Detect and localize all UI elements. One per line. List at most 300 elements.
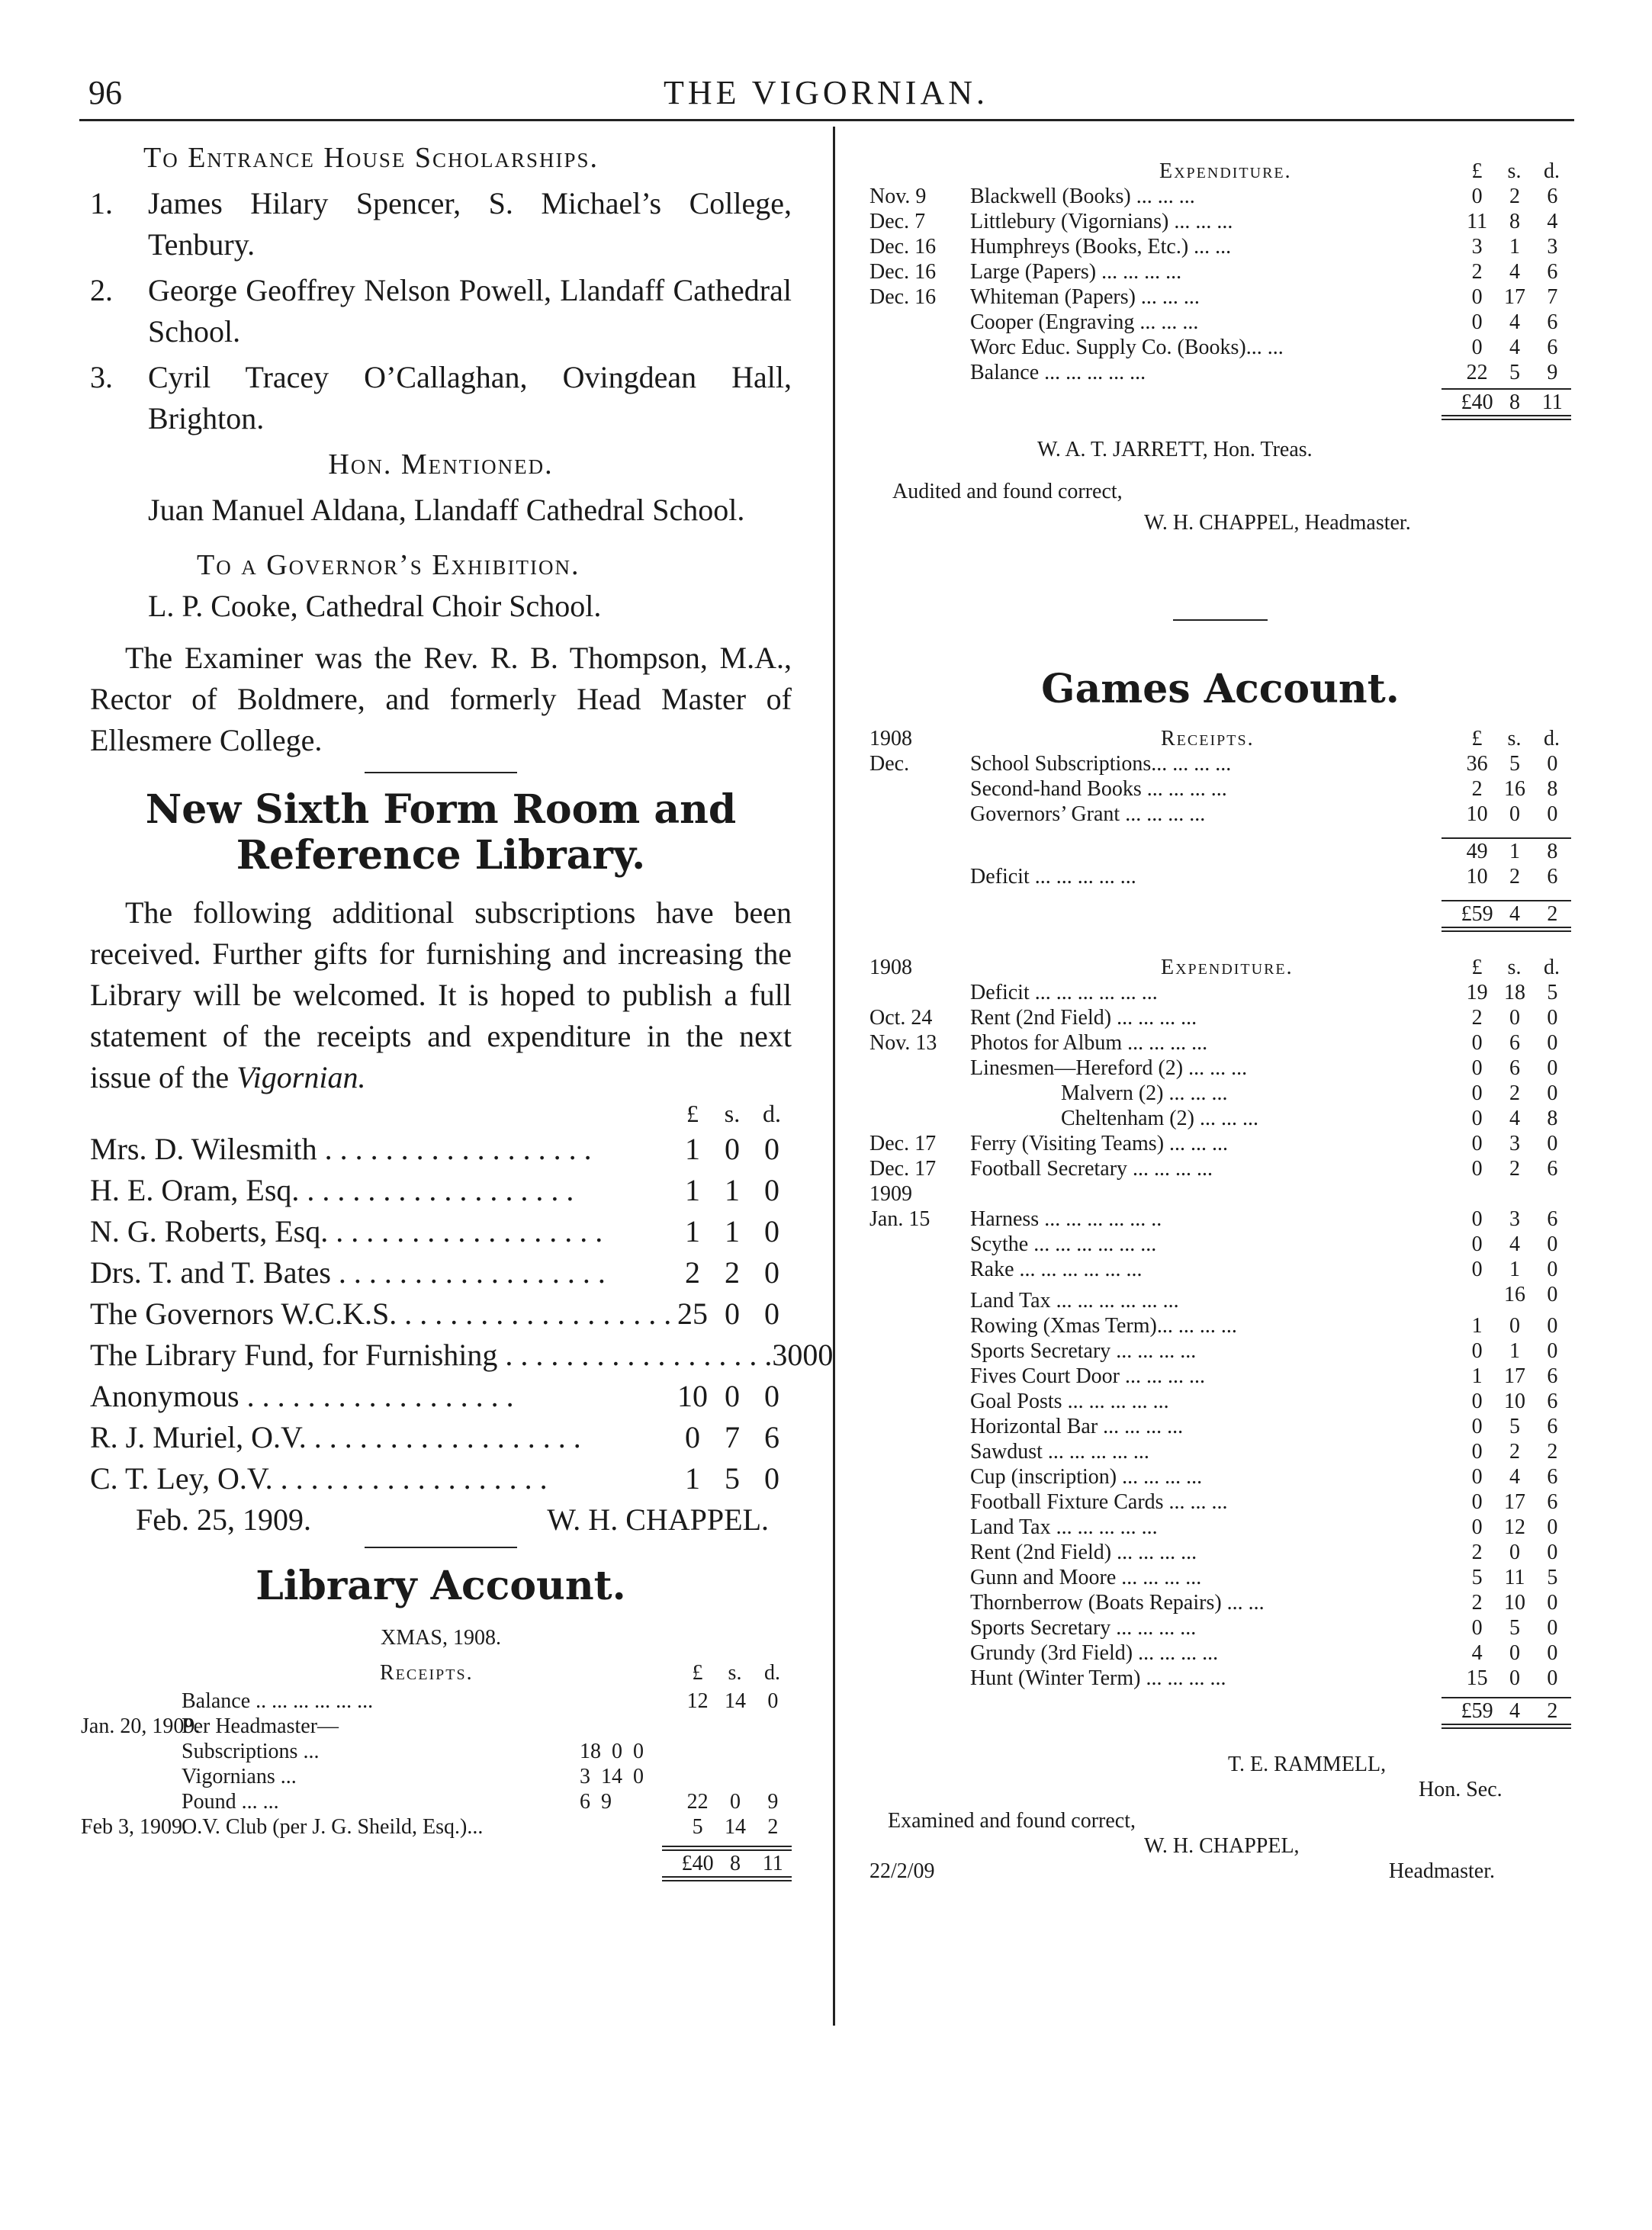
entry-description: Rent (2nd Field) ... ... ... ...: [970, 1006, 1197, 1030]
entry-description: Football Secretary ... ... ... ...: [970, 1157, 1213, 1181]
amount-d: 6: [1547, 1415, 1558, 1438]
lsd-header: [1458, 159, 1571, 184]
account-row: [869, 259, 1571, 284]
subscription-row: [90, 1170, 792, 1211]
account-row: [869, 1464, 1571, 1489]
entry-amount: [1458, 1389, 1571, 1414]
amount-l: 10: [677, 1379, 708, 1413]
library-subtitle: XMAS, 1908.: [381, 1626, 501, 1650]
account-row: [869, 1030, 1571, 1056]
amount-d: 0: [1547, 1591, 1558, 1615]
header-rule: [79, 119, 1574, 121]
entry-date: Dec. 16: [869, 285, 937, 309]
entry-subamount: 3 14 0: [580, 1765, 644, 1788]
account-row: [869, 1414, 1571, 1439]
entry-description: Harness ... ... ... ... ... ..: [970, 1207, 1162, 1231]
amount-l: 0: [1471, 1390, 1483, 1413]
hon-text: Juan Manuel Aldana, Llandaff Cathedral School.: [148, 493, 745, 527]
amount-d: 0: [1547, 1081, 1558, 1105]
subscriptions-list: [90, 1129, 834, 1499]
account-row: [869, 1540, 1571, 1565]
entry-description: Cheltenham (2) ... ... ...: [970, 1107, 1258, 1130]
library-receipts: [81, 1689, 792, 1840]
amount-d: 0: [764, 1173, 779, 1207]
games-receipts-heading: Receipts.: [1161, 727, 1255, 750]
entry-description: Cup (inscription) ... ... ... ...: [970, 1465, 1203, 1489]
entry-amount: [679, 1789, 792, 1814]
account-row: [869, 284, 1571, 310]
games-exp-heading-row: [869, 955, 1571, 980]
scholar-number: 1.: [90, 186, 113, 220]
amount-l: 36: [1466, 752, 1488, 776]
amount-s: 2: [1509, 1157, 1520, 1181]
lsd-label: £: [686, 1100, 699, 1127]
account-row: [869, 209, 1571, 234]
entry-date: Jan. 15: [869, 1207, 930, 1231]
amount-s: 16: [1503, 1283, 1525, 1306]
account-row: [869, 1131, 1571, 1156]
entry-description: Gunn and Moore ... ... ... ...: [970, 1566, 1202, 1589]
entry-amount: [1458, 1156, 1571, 1181]
entry-description: Grundy (3rd Field) ... ... ... ...: [970, 1641, 1219, 1665]
entry-description: Balance .. ... ... ... ... ...: [182, 1689, 374, 1713]
entry-amount: [1458, 1666, 1571, 1691]
account-row: [869, 335, 1571, 360]
amount-l: 0: [1471, 310, 1483, 334]
final-row: [869, 1859, 1571, 1884]
amount-d: 6: [1547, 260, 1558, 284]
amount-l: 1: [685, 1214, 700, 1248]
amount-l: 0: [1471, 185, 1483, 208]
entry-description: Ferry (Visiting Teams) ... ... ...: [970, 1132, 1229, 1155]
amount-d: 0: [1547, 1314, 1558, 1338]
amount-l: £40: [681, 1852, 714, 1875]
account-row: [869, 1389, 1571, 1414]
lsd-label: £: [692, 1661, 703, 1685]
entry-description: Rent (2nd Field) ... ... ... ...: [970, 1541, 1197, 1564]
lib-exp-total: [1458, 390, 1571, 415]
amount-s: 5: [725, 1461, 740, 1496]
entry-amount: [1458, 1615, 1571, 1640]
entry-description: Photos for Album ... ... ... ...: [970, 1031, 1208, 1055]
amount-s: 0: [1509, 1541, 1520, 1564]
amount-s: 3: [1509, 1207, 1520, 1231]
subscription-name: Mrs. D. Wilesmith . . . . . . . . . . . . . . . . . .: [90, 1132, 592, 1166]
amount-l: 2: [1471, 777, 1483, 801]
amount-d: 0: [764, 1214, 779, 1248]
entry-description: Sports Secretary ... ... ... ...: [970, 1616, 1197, 1640]
lib-exp-heading: Expenditure.: [1159, 159, 1292, 183]
entry-description: School Subscriptions... ... ... ...: [970, 752, 1232, 776]
account-row: [869, 1181, 1571, 1207]
amount-l: 1: [1471, 1314, 1483, 1338]
entry-amount: [1458, 1364, 1571, 1389]
account-row: [869, 1232, 1571, 1257]
amount-d: 0: [1547, 752, 1558, 776]
amount-l: 5: [1471, 1566, 1483, 1589]
entry-amount: [1458, 1414, 1571, 1439]
account-row: [869, 1615, 1571, 1640]
entry-amount: [1458, 1338, 1571, 1364]
amount-d: 0: [1547, 1006, 1558, 1030]
entry-description: Land Tax ... ... ... ... ...: [970, 1515, 1158, 1539]
amount-s: 5: [1509, 361, 1520, 384]
amount-l: 0: [1471, 1056, 1483, 1080]
amount-s: 6: [1509, 1031, 1520, 1055]
lsd-label: s.: [1507, 956, 1522, 979]
amount-s: 8: [1509, 390, 1520, 414]
entry-description: Pound ... ...: [182, 1790, 279, 1814]
entry-amount: [1458, 184, 1571, 209]
entry-amount: [1458, 1489, 1571, 1515]
scholar-number: 3.: [90, 360, 113, 394]
section-rule: [365, 1547, 517, 1548]
amount-d: 0: [764, 1297, 779, 1331]
amount-s: 10: [1503, 1591, 1525, 1615]
subscription-name: The Library Fund, for Furnishing . . . . . . . . . . . . . . . . . .: [90, 1338, 773, 1372]
subscription-row: [90, 1293, 792, 1335]
entry-description: Blackwell (Books) ... ... ...: [970, 185, 1195, 208]
total-rule: [1441, 927, 1571, 932]
account-row: [869, 184, 1571, 209]
entry-description: Thornberrow (Boats Repairs) ... ...: [970, 1591, 1265, 1615]
amount-l: 4: [1471, 1641, 1483, 1665]
entry-description: Football Fixture Cards ... ... ...: [970, 1490, 1228, 1514]
entry-description: Subscriptions ...: [182, 1740, 320, 1763]
amount-s: 2: [725, 1255, 740, 1290]
amount-d: 7: [1547, 285, 1558, 309]
library-expenditure: [869, 184, 1571, 385]
entry-date: Nov. 9: [869, 185, 927, 208]
amount-l: 0: [1471, 1440, 1483, 1464]
account-row: [869, 1666, 1571, 1691]
amount-l: 0: [1471, 1081, 1483, 1105]
amount-s: 18: [1503, 981, 1525, 1004]
entry-amount: [1458, 776, 1571, 802]
amount-s: 0: [1509, 802, 1520, 826]
amount-d: 6: [1547, 310, 1558, 334]
amount-l: 3: [1471, 235, 1483, 259]
amount-l: 0: [1471, 1490, 1483, 1514]
amount-s: 17: [1503, 1490, 1525, 1514]
entry-date: Feb 3, 1909.: [81, 1815, 188, 1839]
amount-s: 14: [724, 1815, 746, 1839]
entry-amount: [1458, 310, 1571, 335]
entry-description: Malvern (2) ... ... ...: [970, 1081, 1228, 1105]
amount-s: 14: [724, 1689, 746, 1713]
total-rule: [662, 1876, 792, 1881]
account-row: [81, 1814, 792, 1840]
page-number: 96: [88, 74, 122, 111]
subscription-name: Drs. T. and T. Bates . . . . . . . . . . . . . . . . . .: [90, 1255, 606, 1290]
entry-amount: [1458, 751, 1571, 776]
account-row: [869, 1313, 1571, 1338]
entry-amount: [1458, 1313, 1571, 1338]
account-row: [869, 1156, 1571, 1181]
amount-d: 0: [764, 1461, 779, 1496]
amount-d: 8: [1547, 1107, 1558, 1130]
amount-l: 0: [1471, 1207, 1483, 1231]
page-title: THE VIGORNIAN.: [663, 74, 989, 111]
amount-d: 2: [767, 1815, 779, 1839]
entry-amount: [1458, 1056, 1571, 1081]
amount-l: 0: [1471, 1107, 1483, 1130]
amount-s: 2: [1509, 1081, 1520, 1105]
audited: Audited and found correct,: [892, 480, 1123, 503]
account-row: [869, 310, 1571, 335]
entry-amount: [1458, 1232, 1571, 1257]
amount-s: 7: [725, 1420, 740, 1454]
amount-l: £59: [1461, 902, 1493, 926]
amount-s: 2: [1509, 185, 1520, 208]
entry-description: Large (Papers) ... ... ... ...: [970, 260, 1182, 284]
sixth-form-intro: [90, 892, 792, 1098]
entry-amount: [1458, 259, 1571, 284]
amount-l: 0: [685, 1420, 700, 1454]
lsd-header: [679, 1658, 792, 1689]
amount-s: 1: [725, 1214, 740, 1248]
games-receipts-heading-row: [869, 726, 1571, 751]
amount-d: 5: [1547, 981, 1558, 1004]
amount-d: 0: [1547, 1258, 1558, 1281]
amount-s: 17: [1503, 285, 1525, 309]
amount-s: 16: [1503, 777, 1525, 801]
entry-date: Dec. 16: [869, 260, 937, 284]
amount-d: 6: [1547, 1364, 1558, 1388]
scholar-item: [90, 270, 792, 352]
lsd-label: s.: [724, 1100, 741, 1127]
section-rule: [1173, 619, 1268, 621]
entry-description: O.V. Club (per J. G. Sheild, Esq.)...: [182, 1815, 484, 1839]
amount-s: 0: [802, 1338, 818, 1372]
entry-date: Nov. 13: [869, 1031, 937, 1055]
lsd-label: s.: [728, 1661, 742, 1685]
amount-d: 0: [1547, 1056, 1558, 1080]
subscription-row: [90, 1458, 792, 1499]
entry-description: Worc Educ. Supply Co. (Books)... ...: [970, 336, 1284, 359]
entry-description: Scythe ... ... ... ... ... ...: [970, 1232, 1157, 1256]
amount-l: 0: [1471, 1132, 1483, 1155]
amount-l: 49: [1466, 840, 1488, 863]
amount-s: 2: [1509, 865, 1520, 888]
amount-l: 11: [1467, 210, 1488, 233]
amount-l: 0: [1471, 1616, 1483, 1640]
subscription-row: [90, 1417, 792, 1458]
amount-d: 2: [1547, 1699, 1558, 1723]
amount-d: 6: [764, 1420, 779, 1454]
amount-s: 0: [1509, 1666, 1520, 1690]
amount-d: 6: [1547, 1157, 1558, 1181]
entry-description: Deficit ... ... ... ... ... ...: [970, 981, 1158, 1004]
entry-amount: [1458, 1640, 1571, 1666]
account-row: [869, 360, 1571, 385]
amount-s: 4: [1509, 336, 1520, 359]
amount-d: 6: [1547, 336, 1558, 359]
entry-amount: [1458, 1515, 1571, 1540]
amount-s: 0: [729, 1790, 741, 1814]
scholar-text: Cyril Tracey O’Callaghan, Ovingdean Hall, Brighton.: [148, 360, 792, 435]
amount-d: 0: [1547, 1541, 1558, 1564]
amount-d: 0: [1547, 1339, 1558, 1363]
lsd-label: £: [1471, 159, 1483, 183]
vigornian-italic: Vigornian.: [236, 1060, 366, 1094]
audited-by: W. H. CHAPPEL, Headmaster.: [1144, 511, 1411, 535]
amount-l: 0: [1471, 1415, 1483, 1438]
entry-description: Horizontal Bar ... ... ... ...: [970, 1415, 1184, 1438]
amount-d: 9: [1547, 361, 1558, 384]
amount-s: 0: [725, 1297, 740, 1331]
entry-amount: [679, 1689, 792, 1714]
subscription-name: H. E. Oram, Esq. . . . . . . . . . . . . . . . . . .: [90, 1173, 574, 1207]
amount-s: 8: [729, 1852, 741, 1875]
amount-l: 2: [1471, 260, 1483, 284]
lsd-label: s.: [1507, 159, 1522, 183]
entry-amount: [679, 1814, 792, 1840]
games-exp-year: 1908: [869, 956, 912, 979]
amount-d: 0: [767, 1689, 779, 1713]
amount-d: 0: [1547, 1641, 1558, 1665]
lsd-label: d.: [764, 1661, 780, 1685]
entry-description: Governors’ Grant ... ... ... ...: [970, 802, 1206, 826]
scholar-text: James Hilary Spencer, S. Michael’s College, Tenbury.: [148, 186, 792, 262]
entry-amount: [1458, 1540, 1571, 1565]
entry-description: Sawdust ... ... ... ... ...: [970, 1440, 1149, 1464]
entry-amount: [1458, 1282, 1571, 1307]
amount-l: 2: [1471, 1006, 1483, 1030]
sub-signature: W. H. CHAPPEL.: [547, 1502, 769, 1537]
lsd-label: d.: [1544, 159, 1560, 183]
gov-text: L. P. Cooke, Cathedral Choir School.: [148, 589, 602, 623]
games-expenditure: [869, 980, 1571, 1691]
entry-amount: [1458, 1207, 1571, 1232]
amount-d: 0: [1547, 1666, 1558, 1690]
account-row: [869, 802, 1571, 827]
entry-amount: [1458, 1464, 1571, 1489]
subscription-name: N. G. Roberts, Esq. . . . . . . . . . . . . . . . . . .: [90, 1214, 603, 1248]
entry-amount: [1458, 1030, 1571, 1056]
account-row: [869, 751, 1571, 776]
amount-d: 0: [1547, 1616, 1558, 1640]
scholar-text: George Geoffrey Nelson Powell, Llandaff Cathedral School.: [148, 273, 792, 349]
amount-d: 11: [1541, 390, 1563, 414]
amount-l: 2: [1471, 1541, 1483, 1564]
library-total: [679, 1851, 792, 1876]
hon-sec-name: T. E. RAMMELL,: [1228, 1753, 1387, 1776]
amount-d: 0: [818, 1338, 834, 1372]
library-receipts-heading-row: [90, 1658, 792, 1689]
amount-l: 1: [685, 1132, 700, 1166]
entry-description: Cooper (Engraving ... ... ...: [970, 310, 1199, 334]
account-row: [81, 1739, 792, 1764]
entry-amount: [1458, 1565, 1571, 1590]
account-row: [869, 1515, 1571, 1540]
entry-date: Dec. 17: [869, 1157, 937, 1181]
amount-s: 4: [1509, 1107, 1520, 1130]
amount-l: 15: [1466, 1666, 1488, 1690]
lsd-label: s.: [1507, 727, 1522, 750]
entry-amount: [1458, 1257, 1571, 1282]
amount-l: 0: [1471, 1258, 1483, 1281]
subscription-name: R. J. Muriel, O.V. . . . . . . . . . . . . . . . . . .: [90, 1420, 581, 1454]
examined-title: Headmaster.: [1388, 1859, 1495, 1883]
amount-d: 2: [1547, 1440, 1558, 1464]
amount-d: 0: [1547, 1283, 1558, 1306]
entry-description: Whiteman (Papers) ... ... ...: [970, 285, 1200, 309]
amount-s: 1: [1509, 840, 1520, 863]
amount-d: 0: [764, 1379, 779, 1413]
entry-amount: [1458, 335, 1571, 360]
amount-d: 8: [1547, 840, 1558, 863]
amount-l: 1: [685, 1461, 700, 1496]
entry-description: Linesmen—Hereford (2) ... ... ...: [970, 1056, 1248, 1080]
account-row: [869, 1257, 1571, 1282]
account-row: [869, 1640, 1571, 1666]
games-receipts: [869, 751, 1571, 827]
entry-amount: [1458, 980, 1571, 1005]
entry-amount: [1458, 1106, 1571, 1131]
amount-s: 2: [1509, 1440, 1520, 1464]
library-title: Library Account.: [256, 1563, 626, 1609]
subscription-row: [90, 1335, 834, 1376]
amount-d: 0: [1547, 1132, 1558, 1155]
account-row: [81, 1764, 792, 1789]
amount-l: 22: [1466, 361, 1488, 384]
account-row: [869, 1282, 1571, 1313]
games-exp-total-row: [869, 1698, 1571, 1724]
entry-description: Balance ... ... ... ... ...: [970, 361, 1146, 384]
lib-exp-total-row: [869, 390, 1571, 415]
entry-amount: [1458, 284, 1571, 310]
entry-date: Dec. 17: [869, 1132, 937, 1155]
games-exp-total: [1458, 1698, 1571, 1724]
amount-l: 0: [1471, 1031, 1483, 1055]
amount-l: 0: [1471, 1465, 1483, 1489]
gov-heading: To a Governor’s Exhibition.: [197, 549, 580, 581]
amount-d: 9: [767, 1790, 779, 1814]
entry-amount: [1458, 1081, 1571, 1106]
amount-d: 6: [1547, 1390, 1558, 1413]
amount-s: 17: [1503, 1364, 1525, 1388]
account-row: [869, 1590, 1571, 1615]
amount-s: 6: [1509, 1056, 1520, 1080]
lsd-header: [1458, 955, 1571, 980]
right-column: [869, 159, 1571, 1884]
games-receipts-total-row: [869, 901, 1571, 927]
amount-s: 3: [1509, 1132, 1520, 1155]
subscription-row: [90, 1129, 792, 1170]
amount-l: 2: [685, 1255, 700, 1290]
lsd-label: d.: [1544, 956, 1560, 979]
amount-l: 12: [686, 1689, 709, 1713]
account-row: [869, 1081, 1571, 1106]
subscription-row: [90, 1211, 792, 1252]
amount-l: 0: [1471, 1232, 1483, 1256]
entry-description: Goal Posts ... ... ... ... ...: [970, 1390, 1169, 1413]
amount-d: 6: [1547, 1490, 1558, 1514]
lsd-label: £: [1471, 956, 1483, 979]
amount-l: 0: [1471, 1339, 1483, 1363]
amount-s: 10: [1503, 1390, 1525, 1413]
amount-d: 2: [1547, 902, 1558, 926]
amount-d: 3: [1547, 235, 1558, 259]
account-row: [869, 980, 1571, 1005]
amount-s: 5: [1509, 752, 1520, 776]
treasurer: W. A. T. JARRETT, Hon. Treas.: [1037, 438, 1313, 461]
amount-l: £40: [1461, 390, 1493, 414]
scholars-list: [90, 183, 792, 439]
entry-subamount: 6 9: [580, 1790, 612, 1814]
entry-description: Vigornians ...: [182, 1765, 297, 1788]
